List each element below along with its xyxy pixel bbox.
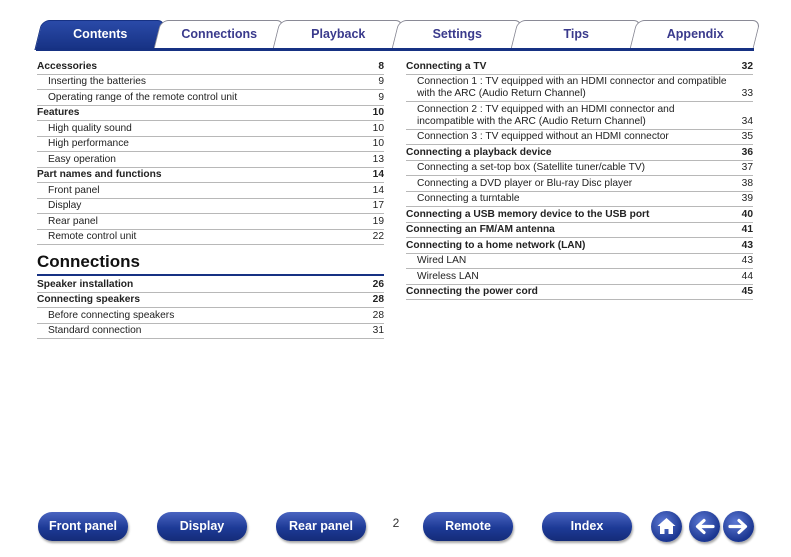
section-heading: Connections <box>37 245 384 276</box>
toc-entry[interactable]: Connecting a USB memory device to the USB port 40 <box>406 207 753 223</box>
page-ref: 10 <box>372 107 384 118</box>
toc-entry[interactable]: Operating range of the remote control unit 9 <box>37 90 384 106</box>
page-ref: 14 <box>372 169 384 180</box>
page-ref: 34 <box>741 115 753 127</box>
tab-underline <box>36 48 754 51</box>
toc-entry[interactable]: Part names and functions 14 <box>37 168 384 184</box>
toc-entry[interactable]: Wireless LAN 44 <box>406 269 753 285</box>
arrow-left-icon <box>689 511 720 542</box>
home-button[interactable] <box>651 511 682 542</box>
page-ref: 39 <box>741 193 753 204</box>
tab-settings[interactable]: Settings <box>391 20 522 50</box>
page-ref: 31 <box>372 325 384 336</box>
tab-tips[interactable]: Tips <box>510 20 641 50</box>
toc-entry[interactable]: Remote control unit 22 <box>37 230 384 246</box>
page-ref: 38 <box>741 177 753 189</box>
toc-entry[interactable]: Connecting an FM/AM antenna 41 <box>406 223 753 239</box>
page-ref: 40 <box>741 208 753 220</box>
page-ref: 35 <box>741 131 753 142</box>
page-ref: 44 <box>741 270 753 282</box>
toc-entry[interactable]: Connecting the power cord 45 <box>406 285 753 301</box>
page-ref: 17 <box>372 200 384 211</box>
page-ref: 10 <box>372 138 384 149</box>
page-ref: 9 <box>378 91 384 103</box>
toc-entry[interactable]: Inserting the batteries 9 <box>37 75 384 91</box>
toc-entry[interactable]: Easy operation 13 <box>37 152 384 168</box>
toc-entry[interactable]: Connecting a DVD player or Blu-ray Disc player 38 <box>406 176 753 192</box>
page-ref: 26 <box>372 278 384 290</box>
page-ref: 41 <box>741 224 753 235</box>
toc-entry[interactable]: Speaker installation 26 <box>37 277 384 293</box>
tab-appendix[interactable]: Appendix <box>629 20 760 50</box>
toc-entry[interactable]: Rear panel 19 <box>37 214 384 230</box>
toc-entry[interactable]: Before connecting speakers 28 <box>37 308 384 324</box>
toc-right-column <box>406 59 753 300</box>
page-ref: 43 <box>741 239 753 251</box>
page-ref: 45 <box>741 286 753 297</box>
page-ref: 8 <box>378 60 384 72</box>
toc-entry[interactable]: Connection 3 : TV equipped without an HDMI connector 35 <box>406 130 753 146</box>
page-ref: 10 <box>372 122 384 134</box>
front-panel-button[interactable]: Front panel <box>38 512 128 541</box>
toc-entry[interactable]: Accessories 8 <box>37 59 384 75</box>
toc-entry[interactable]: High performance 10 <box>37 137 384 153</box>
toc-entry[interactable]: Connection 1 : TV equipped with an HDMI connector and compatible with the ARC (Audio Return Channel) 33 <box>406 75 753 103</box>
home-icon <box>651 511 682 542</box>
page-ref: 9 <box>378 76 384 87</box>
toc-entry[interactable]: Display 17 <box>37 199 384 215</box>
tab-connections[interactable]: Connections <box>153 20 284 50</box>
toc-entry[interactable]: Connecting a playback device 36 <box>406 145 753 161</box>
page-ref: 33 <box>741 88 753 99</box>
toc-left-column <box>37 59 384 339</box>
page-number: 2 <box>392 516 400 530</box>
page-ref: 28 <box>372 294 384 305</box>
toc-entry[interactable]: Standard connection 31 <box>37 324 384 340</box>
toc-entry[interactable]: Connecting a set-top box (Satellite tuner/cable TV) 37 <box>406 161 753 177</box>
toc-entry[interactable]: Connecting to a home network (LAN) 43 <box>406 238 753 254</box>
toc-entry[interactable]: Connecting speakers 28 <box>37 293 384 309</box>
page-ref: 14 <box>372 184 384 196</box>
back-button[interactable] <box>689 511 720 542</box>
page-ref: 28 <box>372 309 384 321</box>
rear-panel-button[interactable]: Rear panel <box>276 512 366 541</box>
toc-entry[interactable]: Connection 2 : TV equipped with an HDMI connector and incompatible with the ARC (Audio Return Channel) 34 <box>406 102 753 130</box>
toc-entry[interactable]: High quality sound 10 <box>37 121 384 137</box>
tab-playback[interactable]: Playback <box>272 20 403 50</box>
page-ref: 43 <box>741 255 753 266</box>
page-ref: 22 <box>372 231 384 242</box>
tab-contents[interactable]: Contents <box>34 20 165 50</box>
page-ref: 13 <box>372 153 384 165</box>
page-ref: 37 <box>741 162 753 173</box>
page-ref: 32 <box>741 60 753 72</box>
toc-entry[interactable]: Front panel 14 <box>37 183 384 199</box>
display-button[interactable]: Display <box>157 512 247 541</box>
remote-button[interactable]: Remote <box>423 512 513 541</box>
arrow-right-icon <box>723 511 754 542</box>
forward-button[interactable] <box>723 511 754 542</box>
page-ref: 36 <box>741 146 753 158</box>
page-ref: 19 <box>372 215 384 227</box>
toc-entry[interactable]: Features 10 <box>37 106 384 122</box>
index-button[interactable]: Index <box>542 512 632 541</box>
tab-bar <box>36 20 754 50</box>
toc-entry[interactable]: Wired LAN 43 <box>406 254 753 270</box>
toc-entry[interactable]: Connecting a TV 32 <box>406 59 753 75</box>
toc-entry[interactable]: Connecting a turntable 39 <box>406 192 753 208</box>
